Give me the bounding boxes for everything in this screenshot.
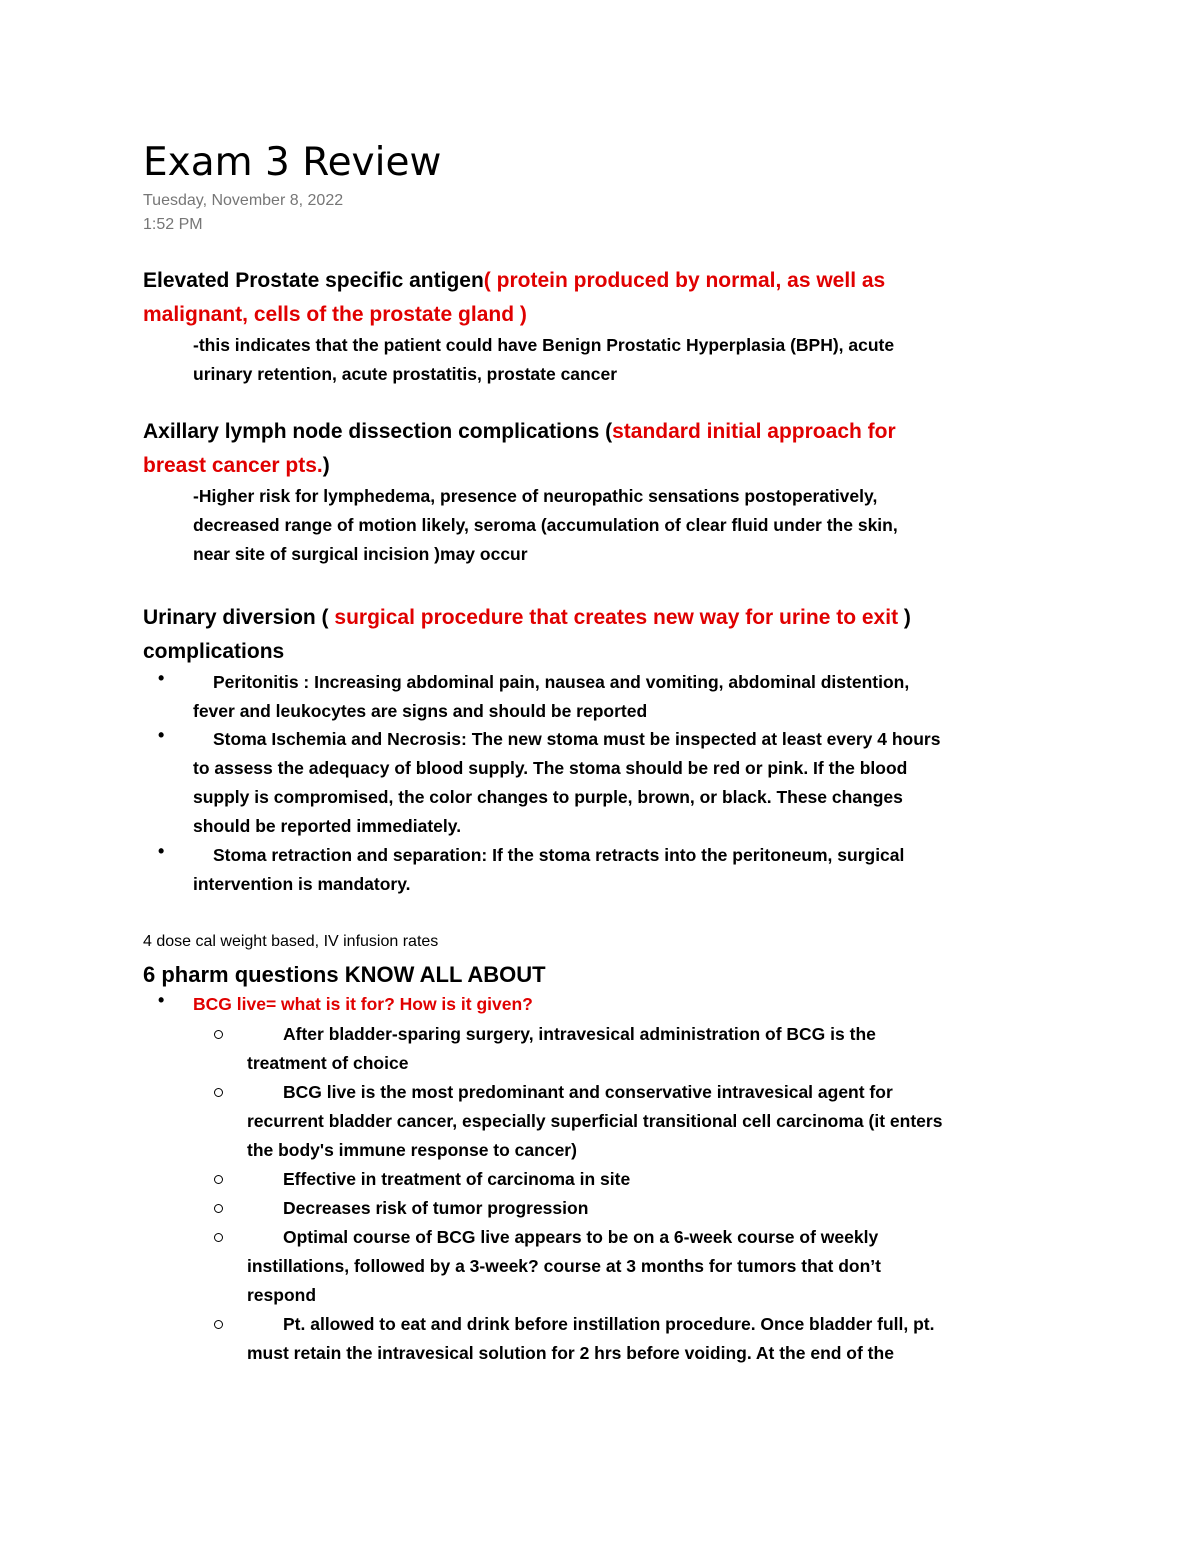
sub-list-item: Optimal course of BCG live appears to be on a 6-week course of weekly (283, 1227, 879, 1247)
note-date: Tuesday, November 8, 2022 (143, 192, 344, 209)
list-item: to assess the adequacy of blood supply. The stoma should be red or pink. If the blood (193, 758, 908, 778)
section-heading-psa: Elevated Prostate specific antigen( protein produced by normal, as well as (143, 269, 886, 292)
list-item: fever and leukocytes are signs and should be reported (193, 701, 648, 721)
sub-list-item: BCG live is the most predominant and conservative intravesical agent for (283, 1082, 893, 1102)
section-heading-axillary: Axillary lymph node dissection complications (standard initial approach for (143, 420, 896, 443)
bullet-circle-icon (214, 1175, 223, 1184)
bullet-dot-icon: • (158, 841, 165, 861)
page-title: Exam 3 Review (143, 140, 442, 185)
sub-list-item: recurrent bladder cancer, especially superficial transitional cell carcinoma (it enters (247, 1111, 943, 1131)
sub-list-item: respond (247, 1285, 317, 1305)
sub-list-item: treatment of choice (247, 1053, 409, 1073)
bullet-circle-icon (214, 1233, 223, 1242)
list-item: should be reported immediately. (193, 816, 462, 836)
sub-list-item: must retain the intravesical solution for 2 hrs before voiding. At the end of the (247, 1343, 894, 1363)
section-heading-urinary-diversion: Urinary diversion ( surgical procedure that creates new way for urine to exit ) (143, 606, 911, 629)
bullet-circle-icon (214, 1204, 223, 1213)
list-item: Peritonitis : Increasing abdominal pain, nausea and vomiting, abdominal distention, (213, 672, 910, 692)
bullet-circle-icon (214, 1030, 223, 1039)
sub-list-item: Decreases risk of tumor progression (283, 1198, 589, 1218)
list-item-bcg: BCG live= what is it for? How is it given? (193, 994, 533, 1014)
text-line: urinary retention, acute prostatitis, prostate cancer (193, 364, 618, 384)
text-line: -this indicates that the patient could have Benign Prostatic Hyperplasia (BPH), acute (193, 335, 895, 355)
text-line: decreased range of motion likely, seroma (accumulation of clear fluid under the skin, (193, 515, 898, 535)
sub-list-item: Effective in treatment of carcinoma in site (283, 1169, 631, 1189)
section-heading-psa-note: malignant, cells of the prostate gland ) (143, 303, 527, 326)
bullet-dot-icon: • (158, 725, 165, 745)
bullet-circle-icon (214, 1088, 223, 1097)
list-item: Stoma retraction and separation: If the stoma retracts into the peritoneum, surgical (213, 845, 905, 865)
section-heading-pharm: 6 pharm questions KNOW ALL ABOUT (143, 962, 546, 987)
note-time: 1:52 PM (143, 216, 203, 233)
list-item: Stoma Ischemia and Necrosis: The new stoma must be inspected at least every 4 hours (213, 729, 941, 749)
bullet-circle-icon (214, 1320, 223, 1329)
list-item: supply is compromised, the color changes to purple, brown, or black. These changes (193, 787, 903, 807)
section-heading-complications: complications (143, 640, 285, 663)
text-line: near site of surgical incision )may occur (193, 544, 528, 564)
sub-list-item: Pt. allowed to eat and drink before instillation procedure. Once bladder full, pt. (283, 1314, 935, 1334)
sub-list-item: the body's immune response to cancer) (247, 1140, 577, 1160)
sub-list-item: instillations, followed by a 3-week? course at 3 months for tumors that don’t (247, 1256, 881, 1276)
bullet-dot-icon: • (158, 990, 165, 1010)
list-item: intervention is mandatory. (193, 874, 411, 894)
note-line: 4 dose cal weight based, IV infusion rates (143, 933, 439, 950)
sub-list-item: After bladder-sparing surgery, intravesical administration of BCG is the (283, 1024, 876, 1044)
bullet-dot-icon: • (158, 668, 165, 688)
text-line: -Higher risk for lymphedema, presence of neuropathic sensations postoperatively, (193, 486, 878, 506)
section-heading-axillary-note: breast cancer pts.) (143, 454, 330, 477)
